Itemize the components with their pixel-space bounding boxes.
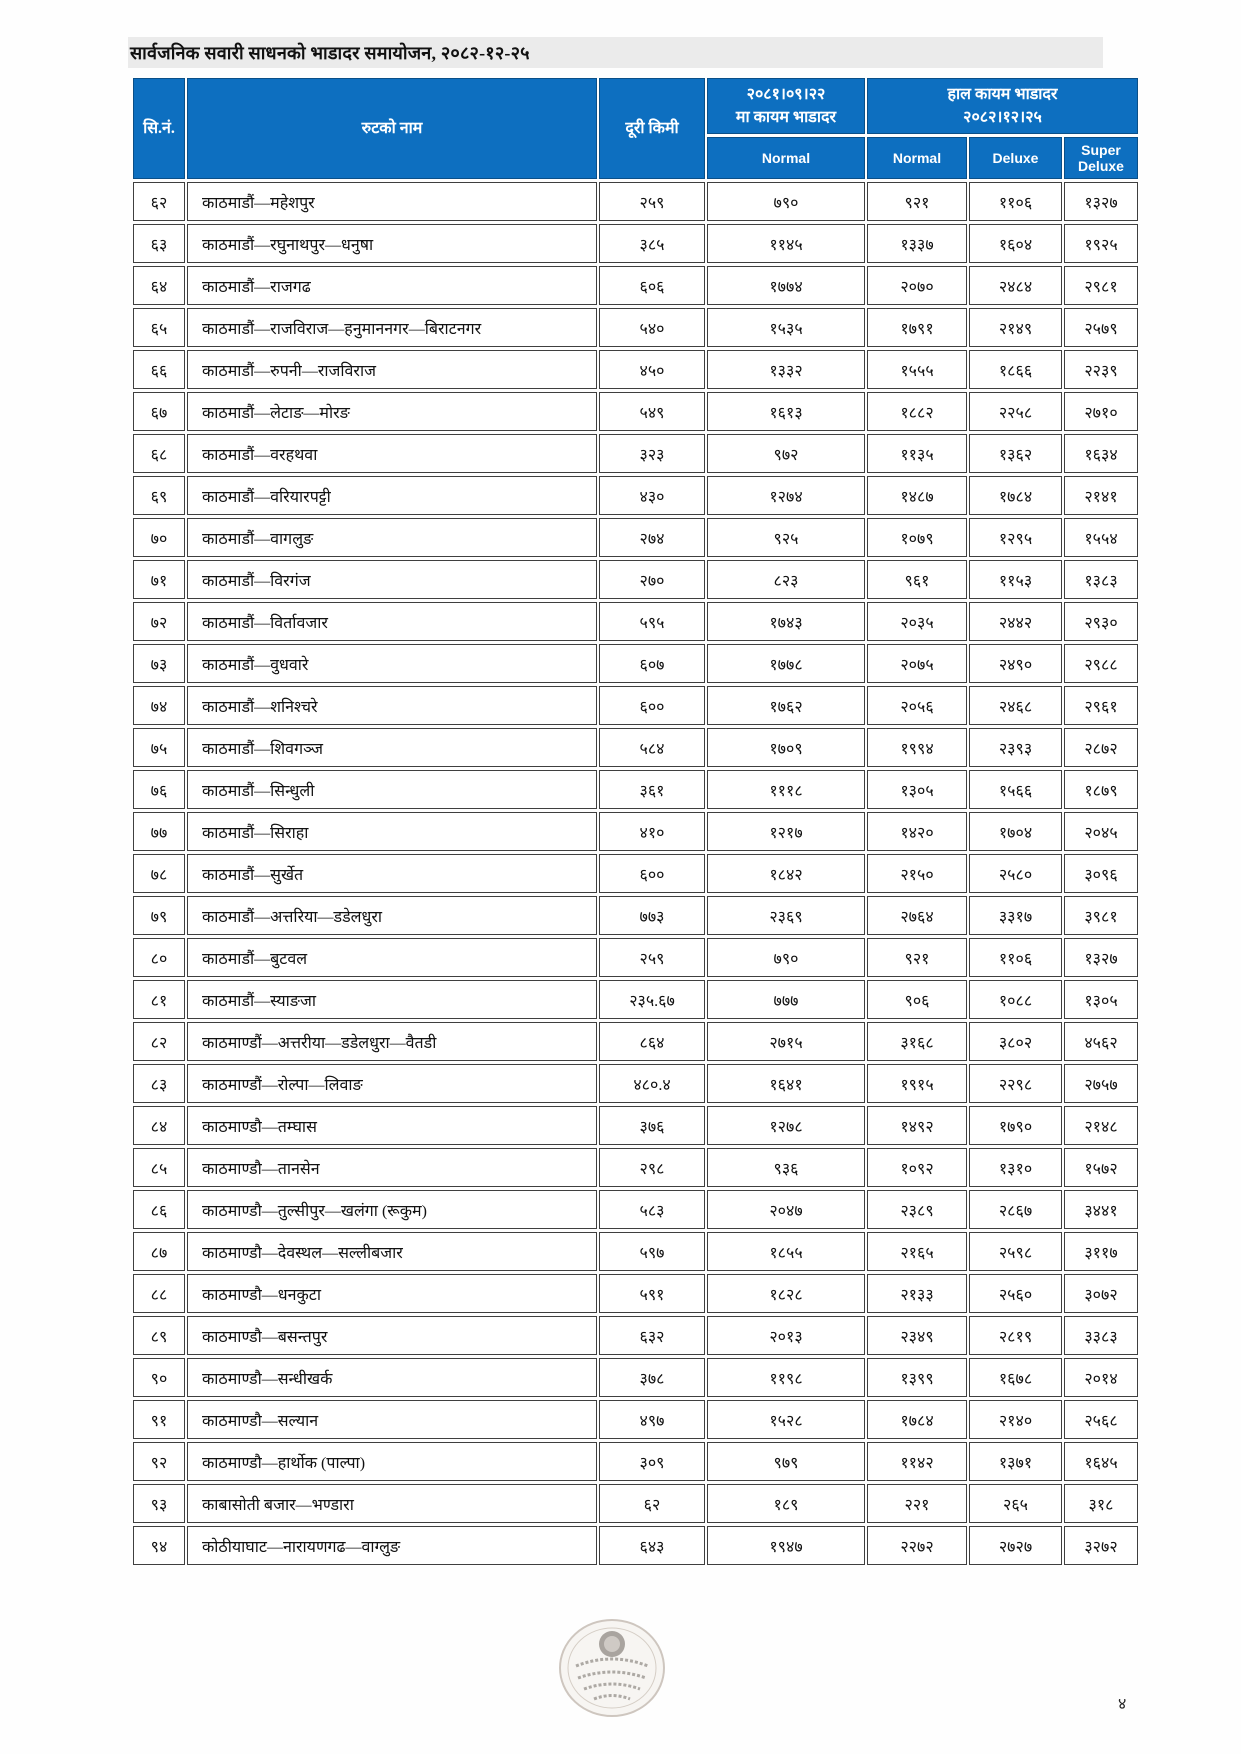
normal-fare-cell: २२७२ (867, 1526, 967, 1565)
normal-fare-cell: १४८७ (867, 476, 967, 515)
normal-fare-cell: २१३३ (867, 1274, 967, 1313)
super-deluxe-fare-cell: २०४५ (1064, 812, 1138, 851)
super-deluxe-fare-cell: १९२५ (1064, 224, 1138, 263)
distance-cell: २७४ (599, 518, 705, 557)
serial-cell: ६५ (133, 308, 185, 347)
normal-fare-cell: ११४२ (867, 1442, 967, 1481)
old-normal-fare-cell: २०१३ (707, 1316, 865, 1355)
serial-cell: ७९ (133, 896, 185, 935)
old-normal-fare-cell: ११९८ (707, 1358, 865, 1397)
serial-cell: ८३ (133, 1064, 185, 1103)
table-row (133, 644, 1138, 683)
serial-cell: ७८ (133, 854, 185, 893)
super-deluxe-fare-cell: ३२७२ (1064, 1526, 1138, 1565)
serial-cell: ७१ (133, 560, 185, 599)
route-cell: काठमाडौं—विरगंज (187, 560, 597, 599)
fare-table (131, 75, 1140, 1568)
distance-cell: ४३० (599, 476, 705, 515)
normal-fare-cell: २२१ (867, 1484, 967, 1523)
super-deluxe-fare-cell: ३०७२ (1064, 1274, 1138, 1313)
deluxe-fare-cell: १३१० (969, 1148, 1062, 1187)
route-cell: काठमाडौं—अत्तरिया—डडेलधुरा (187, 896, 597, 935)
serial-cell: ८० (133, 938, 185, 977)
serial-cell: ८६ (133, 1190, 185, 1229)
header-old-fare-group (707, 78, 865, 134)
old-normal-fare-cell: ९७२ (707, 434, 865, 473)
header-old-normal: Normal (707, 137, 865, 179)
table-row (133, 308, 1138, 347)
normal-fare-cell: २०५६ (867, 686, 967, 725)
serial-cell: ७३ (133, 644, 185, 683)
deluxe-fare-cell: २१४९ (969, 308, 1062, 347)
serial-cell: ७४ (133, 686, 185, 725)
table-row (133, 602, 1138, 641)
header-current-fare-date: २०८२।१२।२५ (963, 109, 1042, 126)
serial-cell: ९१ (133, 1400, 185, 1439)
deluxe-fare-cell: २२५८ (969, 392, 1062, 431)
table-row (133, 770, 1138, 809)
table-row (133, 1274, 1138, 1313)
fare-table-header (133, 78, 1138, 179)
table-row (133, 1400, 1138, 1439)
normal-fare-cell: ९२१ (867, 182, 967, 221)
old-normal-fare-cell: १३३२ (707, 350, 865, 389)
header-normal: Normal (867, 137, 967, 179)
route-cell: काठमाण्डौ—तम्घास (187, 1106, 597, 1145)
serial-cell: ९० (133, 1358, 185, 1397)
old-normal-fare-cell: ११४५ (707, 224, 865, 263)
normal-fare-cell: १४२० (867, 812, 967, 851)
serial-cell: ६४ (133, 266, 185, 305)
table-row (133, 1442, 1138, 1481)
distance-cell: ३८५ (599, 224, 705, 263)
deluxe-fare-cell: २७२७ (969, 1526, 1062, 1565)
deluxe-fare-cell: २५६० (969, 1274, 1062, 1313)
super-deluxe-fare-cell: २९८८ (1064, 644, 1138, 683)
normal-fare-cell: १३०५ (867, 770, 967, 809)
serial-cell: ६७ (133, 392, 185, 431)
fare-table-body (133, 182, 1138, 1565)
serial-cell: ६२ (133, 182, 185, 221)
deluxe-fare-cell: २४९० (969, 644, 1062, 683)
table-row (133, 938, 1138, 977)
route-cell: काठमाडौं—शिवगञ्ज (187, 728, 597, 767)
route-cell: काठमाण्डौ—बसन्तपुर (187, 1316, 597, 1355)
serial-cell: ७६ (133, 770, 185, 809)
route-cell: काठमाण्डौ—तुल्सीपुर—खलंगा (रूकुम) (187, 1190, 597, 1229)
normal-fare-cell: ९०६ (867, 980, 967, 1019)
super-deluxe-fare-cell: २७५७ (1064, 1064, 1138, 1103)
table-row (133, 1526, 1138, 1565)
super-deluxe-fare-cell: २५६८ (1064, 1400, 1138, 1439)
distance-cell: ६०६ (599, 266, 705, 305)
route-cell: काठमाडौं—सिन्धुली (187, 770, 597, 809)
table-row (133, 266, 1138, 305)
super-deluxe-fare-cell: १३८३ (1064, 560, 1138, 599)
deluxe-fare-cell: १३६२ (969, 434, 1062, 473)
distance-cell: ३७६ (599, 1106, 705, 1145)
route-cell: काठमाण्डौ—देवस्थल—सल्लीबजार (187, 1232, 597, 1271)
old-normal-fare-cell: १८५५ (707, 1232, 865, 1271)
route-cell: काठमाण्डौ—सल्यान (187, 1400, 597, 1439)
table-row (133, 1316, 1138, 1355)
old-normal-fare-cell: १८२८ (707, 1274, 865, 1313)
deluxe-fare-cell: १६७८ (969, 1358, 1062, 1397)
serial-cell: ८८ (133, 1274, 185, 1313)
distance-cell: २३५.६७ (599, 980, 705, 1019)
route-cell: काठमाण्डौ—हार्थोक (पाल्पा) (187, 1442, 597, 1481)
old-normal-fare-cell: १७७८ (707, 644, 865, 683)
deluxe-fare-cell: १७८४ (969, 476, 1062, 515)
super-deluxe-fare-cell: २१४१ (1064, 476, 1138, 515)
distance-cell: ५९१ (599, 1274, 705, 1313)
old-normal-fare-cell: ८२३ (707, 560, 865, 599)
distance-cell: ५८३ (599, 1190, 705, 1229)
serial-cell: ६८ (133, 434, 185, 473)
deluxe-fare-cell: २३९३ (969, 728, 1062, 767)
deluxe-fare-cell: २६५ (969, 1484, 1062, 1523)
super-deluxe-fare-cell: २२३९ (1064, 350, 1138, 389)
normal-fare-cell: १३९९ (867, 1358, 967, 1397)
normal-fare-cell: १९९४ (867, 728, 967, 767)
normal-fare-cell: २१६५ (867, 1232, 967, 1271)
route-cell: काठमाडौं—राजविराज—हनुमाननगर—बिराटनगर (187, 308, 597, 347)
serial-cell: ८४ (133, 1106, 185, 1145)
header-old-fare-date: २०८१।०९।२२ (746, 85, 826, 103)
route-cell: काठमाडौं—वरियारपट्टी (187, 476, 597, 515)
normal-fare-cell: २३४९ (867, 1316, 967, 1355)
table-row (133, 1022, 1138, 1061)
normal-fare-cell: २७६४ (867, 896, 967, 935)
distance-cell: ३६१ (599, 770, 705, 809)
route-cell: काठमाडौं—विर्तावजार (187, 602, 597, 641)
header-serial: सि.नं. (133, 78, 185, 179)
serial-cell: ८९ (133, 1316, 185, 1355)
distance-cell: ७७३ (599, 896, 705, 935)
normal-fare-cell: २३८९ (867, 1190, 967, 1229)
route-cell: काठमाण्डौ—तानसेन (187, 1148, 597, 1187)
distance-cell: २५९ (599, 182, 705, 221)
serial-cell: ८२ (133, 1022, 185, 1061)
deluxe-fare-cell: ११५३ (969, 560, 1062, 599)
deluxe-fare-cell: २८६७ (969, 1190, 1062, 1229)
distance-cell: ६०० (599, 854, 705, 893)
normal-fare-cell: १०९२ (867, 1148, 967, 1187)
distance-cell: २९८ (599, 1148, 705, 1187)
deluxe-fare-cell: २४४२ (969, 602, 1062, 641)
deluxe-fare-cell: १६०४ (969, 224, 1062, 263)
distance-cell: ३७८ (599, 1358, 705, 1397)
deluxe-fare-cell: ११०६ (969, 182, 1062, 221)
super-deluxe-fare-cell: १८७९ (1064, 770, 1138, 809)
distance-cell: ३२३ (599, 434, 705, 473)
old-normal-fare-cell: १९४७ (707, 1526, 865, 1565)
old-normal-fare-cell: १६४१ (707, 1064, 865, 1103)
deluxe-fare-cell: २४८४ (969, 266, 1062, 305)
serial-cell: ८७ (133, 1232, 185, 1271)
route-cell: काठमाडौं—लेटाङ—मोरङ (187, 392, 597, 431)
deluxe-fare-cell: १०८८ (969, 980, 1062, 1019)
route-cell: काठमाण्डौं—अत्तरीया—डडेलधुरा—वैतडी (187, 1022, 597, 1061)
old-normal-fare-cell: १६१३ (707, 392, 865, 431)
super-deluxe-fare-cell: २९८१ (1064, 266, 1138, 305)
distance-cell: ६२ (599, 1484, 705, 1523)
normal-fare-cell: १९१५ (867, 1064, 967, 1103)
table-row (133, 476, 1138, 515)
normal-fare-cell: १०७९ (867, 518, 967, 557)
super-deluxe-fare-cell: १३०५ (1064, 980, 1138, 1019)
table-row (133, 350, 1138, 389)
header-current-fare-label: हाल कायम भाडादर (947, 85, 1058, 103)
page-number: ४ (1118, 1696, 1127, 1713)
route-cell: काठमाण्डौं—रोल्पा—लिवाङ (187, 1064, 597, 1103)
super-deluxe-fare-cell: २५७९ (1064, 308, 1138, 347)
table-row (133, 1190, 1138, 1229)
distance-cell: २५९ (599, 938, 705, 977)
serial-cell: ९२ (133, 1442, 185, 1481)
super-deluxe-fare-cell: ४५६२ (1064, 1022, 1138, 1061)
super-deluxe-fare-cell: १५५४ (1064, 518, 1138, 557)
page-title: सार्वजनिक सवारी साधनको भाडादर समायोजन, २०८२-१२-२५ (130, 42, 530, 63)
distance-cell: ४८०.४ (599, 1064, 705, 1103)
old-normal-fare-cell: १८४२ (707, 854, 865, 893)
old-normal-fare-cell: १८९ (707, 1484, 865, 1523)
super-deluxe-fare-cell: १३२७ (1064, 182, 1138, 221)
serial-cell: ६३ (133, 224, 185, 263)
deluxe-fare-cell: १५६६ (969, 770, 1062, 809)
deluxe-fare-cell: १२९५ (969, 518, 1062, 557)
distance-cell: ८६४ (599, 1022, 705, 1061)
table-row (133, 896, 1138, 935)
deluxe-fare-cell: १३७१ (969, 1442, 1062, 1481)
serial-cell: ६९ (133, 476, 185, 515)
super-deluxe-fare-cell: ३९८१ (1064, 896, 1138, 935)
super-deluxe-fare-cell: २८७२ (1064, 728, 1138, 767)
route-cell: काठमाडौं—रुपनी—राजविराज (187, 350, 597, 389)
old-normal-fare-cell: ७९० (707, 182, 865, 221)
route-cell: काठमाडौं—वागलुङ (187, 518, 597, 557)
table-row (133, 812, 1138, 851)
table-row (133, 728, 1138, 767)
header-old-fare-label: मा कायम भाडादर (735, 109, 837, 126)
table-row (133, 1148, 1138, 1187)
distance-cell: ६०० (599, 686, 705, 725)
normal-fare-cell: २०३५ (867, 602, 967, 641)
deluxe-fare-cell: २८१९ (969, 1316, 1062, 1355)
old-normal-fare-cell: १२१७ (707, 812, 865, 851)
route-cell: काठमाडौं—सिराहा (187, 812, 597, 851)
table-row (133, 560, 1138, 599)
title-highlight (128, 37, 1103, 68)
header-current-fare-group (867, 78, 1138, 134)
super-deluxe-fare-cell: ३१८ (1064, 1484, 1138, 1523)
normal-fare-cell: १५५५ (867, 350, 967, 389)
route-cell: काठमाडौं—बुटवल (187, 938, 597, 977)
distance-cell: ४१० (599, 812, 705, 851)
deluxe-fare-cell: २२९८ (969, 1064, 1062, 1103)
super-deluxe-fare-cell: १६४५ (1064, 1442, 1138, 1481)
old-normal-fare-cell: ९२५ (707, 518, 865, 557)
table-row (133, 1064, 1138, 1103)
serial-cell: ७५ (133, 728, 185, 767)
header-deluxe: Deluxe (969, 137, 1062, 179)
route-cell: कोठीयाघाट—नारायणगढ—वाग्लुङ (187, 1526, 597, 1565)
deluxe-fare-cell: ११०६ (969, 938, 1062, 977)
serial-cell: ८५ (133, 1148, 185, 1187)
serial-cell: ८१ (133, 980, 185, 1019)
normal-fare-cell: २०७० (867, 266, 967, 305)
header-row-top (133, 78, 1138, 134)
old-normal-fare-cell: १११८ (707, 770, 865, 809)
route-cell: काबासोती बजार—भण्डारा (187, 1484, 597, 1523)
normal-fare-cell: १८८२ (867, 392, 967, 431)
normal-fare-cell: २०७५ (867, 644, 967, 683)
deluxe-fare-cell: १७९० (969, 1106, 1062, 1145)
serial-cell: ७० (133, 518, 185, 557)
serial-cell: ७२ (133, 602, 185, 641)
table-row (133, 980, 1138, 1019)
normal-fare-cell: ९२१ (867, 938, 967, 977)
deluxe-fare-cell: ३८०२ (969, 1022, 1062, 1061)
old-normal-fare-cell: ९३६ (707, 1148, 865, 1187)
distance-cell: ५८४ (599, 728, 705, 767)
normal-fare-cell: २१५० (867, 854, 967, 893)
old-normal-fare-cell: १५२८ (707, 1400, 865, 1439)
old-normal-fare-cell: २३६९ (707, 896, 865, 935)
distance-cell: ३०९ (599, 1442, 705, 1481)
old-normal-fare-cell: १२७४ (707, 476, 865, 515)
super-deluxe-fare-cell: १५७२ (1064, 1148, 1138, 1187)
table-row (133, 1484, 1138, 1523)
route-cell: काठमाडौं—स्याङजा (187, 980, 597, 1019)
super-deluxe-fare-cell: २०१४ (1064, 1358, 1138, 1397)
table-row (133, 518, 1138, 557)
deluxe-fare-cell: १८६६ (969, 350, 1062, 389)
route-cell: काठमाडौं—रघुनाथपुर—धनुषा (187, 224, 597, 263)
old-normal-fare-cell: ९७९ (707, 1442, 865, 1481)
table-row (133, 1358, 1138, 1397)
route-cell: काठमाडौं—महेशपुर (187, 182, 597, 221)
distance-cell: ५९७ (599, 1232, 705, 1271)
route-cell: काठमाडौं—शनिश्चरे (187, 686, 597, 725)
route-cell: काठमाडौं—वुधवारे (187, 644, 597, 683)
table-row (133, 1106, 1138, 1145)
normal-fare-cell: १३३७ (867, 224, 967, 263)
normal-fare-cell: ९६१ (867, 560, 967, 599)
normal-fare-cell: १७८४ (867, 1400, 967, 1439)
distance-cell: ४५० (599, 350, 705, 389)
normal-fare-cell: १४९२ (867, 1106, 967, 1145)
deluxe-fare-cell: १७०४ (969, 812, 1062, 851)
old-normal-fare-cell: १७०९ (707, 728, 865, 767)
deluxe-fare-cell: ३३१७ (969, 896, 1062, 935)
super-deluxe-fare-cell: ३११७ (1064, 1232, 1138, 1271)
serial-cell: ६६ (133, 350, 185, 389)
super-deluxe-fare-cell: २१४८ (1064, 1106, 1138, 1145)
distance-cell: ५४९ (599, 392, 705, 431)
old-normal-fare-cell: १५३५ (707, 308, 865, 347)
deluxe-fare-cell: २५९८ (969, 1232, 1062, 1271)
table-row (133, 182, 1138, 221)
super-deluxe-fare-cell: २९३० (1064, 602, 1138, 641)
distance-cell: ५४० (599, 308, 705, 347)
super-deluxe-fare-cell: १३२७ (1064, 938, 1138, 977)
table-row (133, 1232, 1138, 1271)
route-cell: काठमाडौं—राजगढ (187, 266, 597, 305)
normal-fare-cell: ३१६८ (867, 1022, 967, 1061)
header-super-deluxe: Super Deluxe (1064, 137, 1138, 179)
distance-cell: ४९७ (599, 1400, 705, 1439)
serial-cell: ९४ (133, 1526, 185, 1565)
table-row (133, 686, 1138, 725)
deluxe-fare-cell: २१४० (969, 1400, 1062, 1439)
official-stamp (556, 1618, 668, 1720)
distance-cell: ६३२ (599, 1316, 705, 1355)
table-row (133, 392, 1138, 431)
deluxe-fare-cell: २४६८ (969, 686, 1062, 725)
super-deluxe-fare-cell: ३३८३ (1064, 1316, 1138, 1355)
super-deluxe-fare-cell: ३४४१ (1064, 1190, 1138, 1229)
header-route-name: रुटको नाम (187, 78, 597, 179)
old-normal-fare-cell: २७१५ (707, 1022, 865, 1061)
old-normal-fare-cell: १७४३ (707, 602, 865, 641)
route-cell: काठमाण्डौ—सन्धीखर्क (187, 1358, 597, 1397)
old-normal-fare-cell: १२७८ (707, 1106, 865, 1145)
super-deluxe-fare-cell: ३०९६ (1064, 854, 1138, 893)
old-normal-fare-cell: १७७४ (707, 266, 865, 305)
super-deluxe-fare-cell: २७१० (1064, 392, 1138, 431)
serial-cell: ९३ (133, 1484, 185, 1523)
table-row (133, 854, 1138, 893)
distance-cell: २७० (599, 560, 705, 599)
deluxe-fare-cell: २५८० (969, 854, 1062, 893)
old-normal-fare-cell: ७७७ (707, 980, 865, 1019)
serial-cell: ७७ (133, 812, 185, 851)
distance-cell: ६०७ (599, 644, 705, 683)
old-normal-fare-cell: २०४७ (707, 1190, 865, 1229)
normal-fare-cell: १७९१ (867, 308, 967, 347)
distance-cell: ६४३ (599, 1526, 705, 1565)
distance-cell: ५९५ (599, 602, 705, 641)
route-cell: काठमाण्डौ—धनकुटा (187, 1274, 597, 1313)
super-deluxe-fare-cell: २९६१ (1064, 686, 1138, 725)
table-row (133, 434, 1138, 473)
route-cell: काठमाडौं—वरहथवा (187, 434, 597, 473)
normal-fare-cell: ११३५ (867, 434, 967, 473)
header-distance-km: दूरी किमी (599, 78, 705, 179)
route-cell: काठमाडौं—सुर्खेत (187, 854, 597, 893)
old-normal-fare-cell: १७६२ (707, 686, 865, 725)
super-deluxe-fare-cell: १६३४ (1064, 434, 1138, 473)
old-normal-fare-cell: ७९० (707, 938, 865, 977)
table-row (133, 224, 1138, 263)
